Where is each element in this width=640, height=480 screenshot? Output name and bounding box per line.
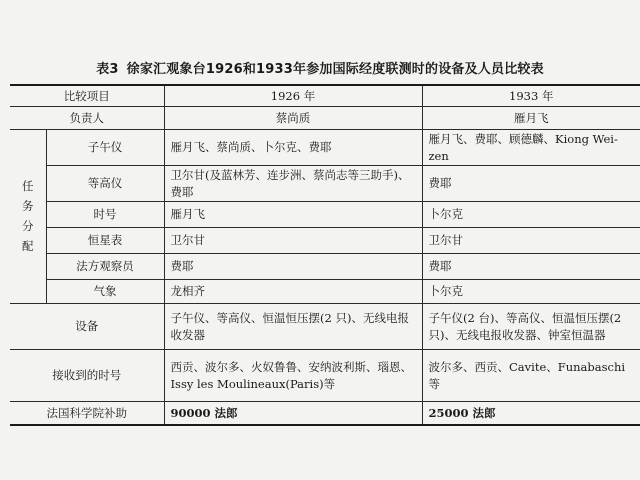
task-group-char: 务 <box>22 199 34 213</box>
subsidy-1926: 90000 法郎 <box>164 401 422 425</box>
task-1933: 费耶 <box>422 165 640 201</box>
task-1933: 费耶 <box>422 253 640 279</box>
task-label: 恒星表 <box>46 227 164 253</box>
table-caption <box>0 58 640 77</box>
task-label: 法方观察员 <box>46 253 164 279</box>
task-group-label <box>10 129 46 303</box>
table-title: 徐家汇观象台1926和1933年参加国际经度联测时的设备及人员比较表 <box>126 62 544 77</box>
task-1926: 龙相齐 <box>164 279 422 303</box>
task-1926: 雁月飞、蔡尚质、卜尔克、费耶 <box>164 129 422 165</box>
header-item: 比较项目 <box>10 85 164 106</box>
task-1933: 雁月飞、费耶、顾德麟、Kiong Wei-zen <box>422 129 640 165</box>
equipment-row <box>10 303 640 349</box>
signals-1933: 波尔多、西贡、Cavite、Funabaschi 等 <box>422 349 640 401</box>
leader-1933: 雁月飞 <box>422 106 640 129</box>
task-1933: 卜尔克 <box>422 201 640 227</box>
task-row <box>10 227 640 253</box>
task-1926: 卫尔甘 <box>164 227 422 253</box>
header-1926: 1926 年 <box>164 85 422 106</box>
leader-label: 负责人 <box>10 106 164 129</box>
leader-1926: 蔡尚质 <box>164 106 422 129</box>
task-row <box>10 201 640 227</box>
task-1926: 卫尔甘(及蓝林芳、连步洲、蔡尚志等三助手)、费耶 <box>164 165 422 201</box>
task-group-char: 分 <box>22 219 34 233</box>
subsidy-label: 法国科学院补助 <box>10 401 164 425</box>
task-1926: 雁月飞 <box>164 201 422 227</box>
subsidy-1933: 25000 法郎 <box>422 401 640 425</box>
task-1933: 卜尔克 <box>422 279 640 303</box>
equipment-1926: 子午仪、等高仪、恒温恒压摆(2 只)、无线电报收发器 <box>164 303 422 349</box>
leader-row <box>10 106 640 129</box>
task-group-char: 配 <box>22 239 34 253</box>
signals-1926: 西贡、波尔多、火奴鲁鲁、安纳波利斯、瑙恩、Issy les Moulineaux(Paris)等 <box>164 349 422 401</box>
task-1933: 卫尔甘 <box>422 227 640 253</box>
table-number: 表3 <box>96 62 119 77</box>
header-1933: 1933 年 <box>422 85 640 106</box>
task-label: 时号 <box>46 201 164 227</box>
task-group-char: 任 <box>22 179 34 193</box>
task-row <box>10 279 640 303</box>
equipment-label: 设备 <box>10 303 164 349</box>
signals-label: 接收到的时号 <box>10 349 164 401</box>
task-label: 等高仪 <box>46 165 164 201</box>
subsidy-row <box>10 401 640 425</box>
task-1926: 费耶 <box>164 253 422 279</box>
task-label: 子午仪 <box>46 129 164 165</box>
task-row <box>10 253 640 279</box>
equipment-1933: 子午仪(2 台)、等高仪、恒温恒压摆(2 只)、无线电报收发器、钟室恒温器 <box>422 303 640 349</box>
comparison-table <box>10 84 640 426</box>
task-row <box>10 129 640 165</box>
signals-row <box>10 349 640 401</box>
task-row <box>10 165 640 201</box>
task-label: 气象 <box>46 279 164 303</box>
header-row <box>10 85 640 106</box>
